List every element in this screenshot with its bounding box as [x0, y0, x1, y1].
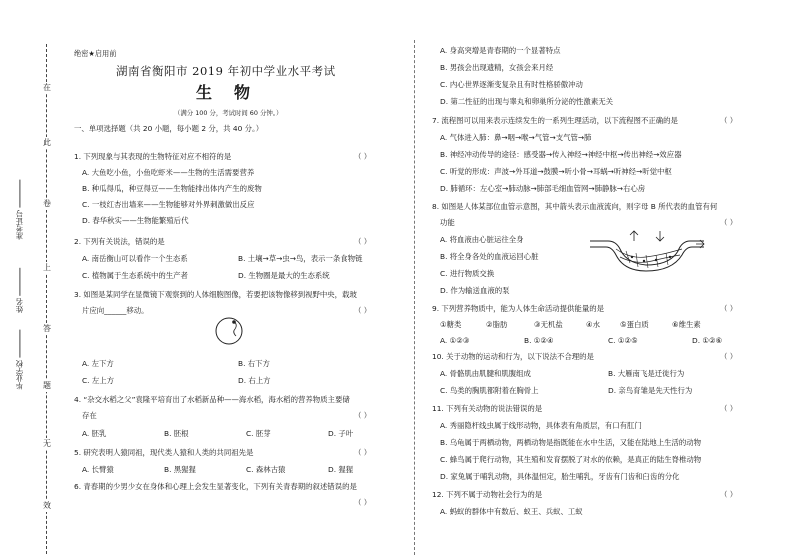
- answer-paren[interactable]: （ ）: [354, 152, 372, 161]
- microscope-cell-figure: [212, 316, 248, 348]
- option[interactable]: C. 听觉的形成：声波→外耳道→鼓膜→听小骨→耳蜗→听神经→听觉中枢: [440, 167, 672, 176]
- option[interactable]: B. 男孩会出现遗精，女孩会来月经: [440, 63, 554, 72]
- option[interactable]: D. 猩猩: [328, 465, 354, 474]
- option[interactable]: B. ①②④: [524, 336, 554, 345]
- seal-char: 答: [43, 324, 51, 333]
- option[interactable]: C. 内心世界逐渐变复杂且有时性格骄傲冲动: [440, 80, 583, 89]
- option[interactable]: B. 土壤→草→虫→鸟，表示一条食物链: [238, 254, 363, 263]
- option[interactable]: D. 肺循环：左心室→肺动脉→肺部毛细血管网→肺静脉→右心房: [440, 184, 646, 193]
- name-line: [20, 268, 21, 296]
- option[interactable]: D. 子叶: [328, 429, 354, 438]
- seal-char: 此: [43, 138, 51, 147]
- question-stem: 10. 关于动物的运动和行为，以下说法不合理的是: [432, 352, 594, 361]
- question-stem: 11. 下列有关动物的说法错误的是: [432, 404, 543, 413]
- answer-paren[interactable]: （ ）: [354, 237, 372, 246]
- answer-paren[interactable]: （ ）: [720, 404, 738, 413]
- nutrient-item: ③无机盐: [534, 320, 563, 329]
- answer-paren[interactable]: （ ）: [354, 306, 372, 315]
- option[interactable]: A. 胚乳: [82, 429, 107, 438]
- option[interactable]: A. 大鱼吃小鱼，小鱼吃虾米——生物的生活需要营养: [82, 168, 255, 177]
- question-stem: 3. 如图是某同学在显微镜下观察到的人体细胞图像，若要把该物像移到视野中央，载玻: [74, 290, 357, 299]
- nutrient-item: ①糖类: [440, 320, 462, 329]
- question-stem-cont: 存在: [82, 411, 97, 420]
- option[interactable]: A. 将血液由心脏运往全身: [440, 235, 524, 244]
- question-stem: 6. 青春期的少男少女在身体和心理上会发生显著变化，下列有关青春期的叙述错误的是: [74, 482, 357, 491]
- option[interactable]: C. 蜂鸟属于爬行动物，其生殖和发育摆脱了对水的依赖，是真正的陆生脊椎动物: [440, 455, 702, 464]
- option[interactable]: A. 秀丽隐杆线虫属于线形动物，具体表有角质层，有口有肛门: [440, 421, 642, 430]
- option[interactable]: A. 南岳衡山可以看作一个生态系: [82, 254, 188, 263]
- option[interactable]: B. 种瓜得瓜，种豆得豆——生物能排出体内产生的废物: [82, 184, 262, 193]
- seal-char: 题: [43, 381, 51, 390]
- option[interactable]: B. 胚根: [164, 429, 189, 438]
- school-label: 毕业学校: [15, 360, 24, 390]
- option[interactable]: A. 气体进入肺：鼻→咽→喉→气管→支气管→肺: [440, 133, 592, 142]
- option[interactable]: C. ①②⑤: [608, 336, 638, 345]
- option[interactable]: B. 神经冲动传导的途径：感受器→传入神经→神经中枢→传出神经→效应器: [440, 150, 682, 159]
- question-stem: 2. 下列有关说法，错误的是: [74, 237, 165, 246]
- option[interactable]: D. 家兔属于哺乳动物，具体温恒定，胎生哺乳，牙齿有门齿和臼齿的分化: [440, 472, 680, 481]
- seal-line: [46, 44, 47, 554]
- nutrient-item: ④水: [586, 320, 601, 329]
- option[interactable]: D. 第二性征的出现与睾丸和卵巢所分泌的性激素无关: [440, 97, 613, 106]
- option[interactable]: D. 右上方: [238, 376, 271, 385]
- school-line: [20, 330, 21, 358]
- nutrient-item: ⑤蛋白质: [620, 320, 649, 329]
- option[interactable]: D. 春华秋实——生物能繁殖后代: [82, 216, 189, 225]
- seal-char: 在: [43, 83, 51, 92]
- option[interactable]: C. 进行物质交换: [440, 269, 495, 278]
- question-stem: 7. 流程图可以用来表示连续发生的一系列生理活动，以下流程图不正确的是: [432, 116, 678, 125]
- exam-number-field[interactable]: [16, 180, 23, 240]
- option[interactable]: B. 右下方: [238, 359, 270, 368]
- option[interactable]: A. 蚂蚁的群体中有数后、蚁王、兵蚁、工蚁: [440, 507, 583, 516]
- option[interactable]: C. 左上方: [82, 376, 115, 385]
- question-stem-cont: 功能: [440, 218, 455, 227]
- exam-title: 湖南省衡阳市 2019 年初中学业水平考试: [116, 64, 336, 78]
- question-stem: 5. 研究表明人猿同祖，现代类人猿和人类的共同祖先是: [74, 448, 254, 457]
- option[interactable]: A. 身高突增是青春期的一个显著特点: [440, 46, 561, 55]
- option[interactable]: A. 长臂猿: [82, 465, 114, 474]
- question-stem-cont: 片应向______移动。: [82, 306, 149, 315]
- question-stem: 1. 下列现象与其表现的生物特征对应不相符的是: [74, 152, 232, 161]
- subject-title: 生物: [196, 83, 273, 102]
- column-divider: [414, 40, 415, 555]
- nutrient-item: ②脂肪: [486, 320, 508, 329]
- exam-number-line: [20, 180, 21, 208]
- option[interactable]: C. 胚芽: [246, 429, 271, 438]
- exam-number-label: 准考证号: [15, 210, 24, 240]
- question-stem: 8. 如图是人体某部位血管示意图，其中箭头表示血液流向，则字母 B 所代表的血管有何: [432, 202, 718, 211]
- name-field[interactable]: [16, 268, 23, 313]
- question-stem: 12. 下列不属于动物社会行为的是: [432, 490, 543, 499]
- question-stem: 9. 下列营养物质中，能为人体生命活动提供能量的是: [432, 304, 604, 313]
- option[interactable]: C. 森林古猿: [246, 465, 286, 474]
- blood-vessel-figure: [586, 227, 706, 279]
- seal-char: 上: [43, 263, 51, 272]
- answer-paren[interactable]: （ ）: [720, 116, 738, 125]
- option[interactable]: C. 鸟类的胸肌都附着在胸骨上: [440, 386, 539, 395]
- option[interactable]: D. 亲鸟育雏是先天性行为: [608, 386, 693, 395]
- answer-paren[interactable]: （ ）: [354, 498, 372, 507]
- option[interactable]: B. 乌龟属于两栖动物，两栖动物是指既能在水中生活，又能在陆地上生活的动物: [440, 438, 702, 447]
- option[interactable]: B. 大雁南飞是迁徙行为: [608, 369, 685, 378]
- option[interactable]: D. ①②⑥: [692, 336, 723, 345]
- seal-char: 无: [43, 439, 51, 448]
- option[interactable]: C. 一枝红杏出墙来——生物能够对外界刺激做出反应: [82, 200, 255, 209]
- exam-note: （满分 100 分，考试时间 60 分钟。）: [174, 109, 283, 117]
- seal-char: 效: [43, 501, 51, 510]
- seal-char: 卷: [43, 199, 51, 208]
- section-heading: 一、单项选择题（共 20 小题，每小题 2 分，共 40 分。）: [74, 124, 264, 133]
- option[interactable]: C. 植物属于生态系统中的生产者: [82, 271, 188, 280]
- answer-paren[interactable]: （ ）: [354, 411, 372, 420]
- answer-paren[interactable]: （ ）: [354, 448, 372, 457]
- option[interactable]: B. 将全身各处的血液运回心脏: [440, 252, 539, 261]
- option[interactable]: D. 生物圈是最大的生态系统: [238, 271, 330, 280]
- question-stem: 4. “杂交水稻之父”袁隆平培育出了水稻新品种——海水稻，海水稻的营养物质主要储: [74, 395, 350, 404]
- answer-paren[interactable]: （ ）: [720, 352, 738, 361]
- option[interactable]: A. 左下方: [82, 359, 114, 368]
- answer-paren[interactable]: （ ）: [720, 218, 738, 227]
- option[interactable]: B. 黑猩猩: [164, 465, 196, 474]
- option[interactable]: A. ①②③: [440, 336, 470, 345]
- name-label: 姓名: [15, 298, 24, 313]
- nutrient-item: ⑥维生素: [672, 320, 701, 329]
- option[interactable]: D. 作为输送血液的泵: [440, 286, 510, 295]
- secret-label: 绝密★启用前: [74, 49, 117, 58]
- answer-paren[interactable]: （ ）: [720, 304, 738, 313]
- option[interactable]: A. 骨骼肌由肌腱和肌腹组成: [440, 369, 531, 378]
- answer-paren[interactable]: （ ）: [720, 490, 738, 499]
- school-field[interactable]: [16, 330, 23, 390]
